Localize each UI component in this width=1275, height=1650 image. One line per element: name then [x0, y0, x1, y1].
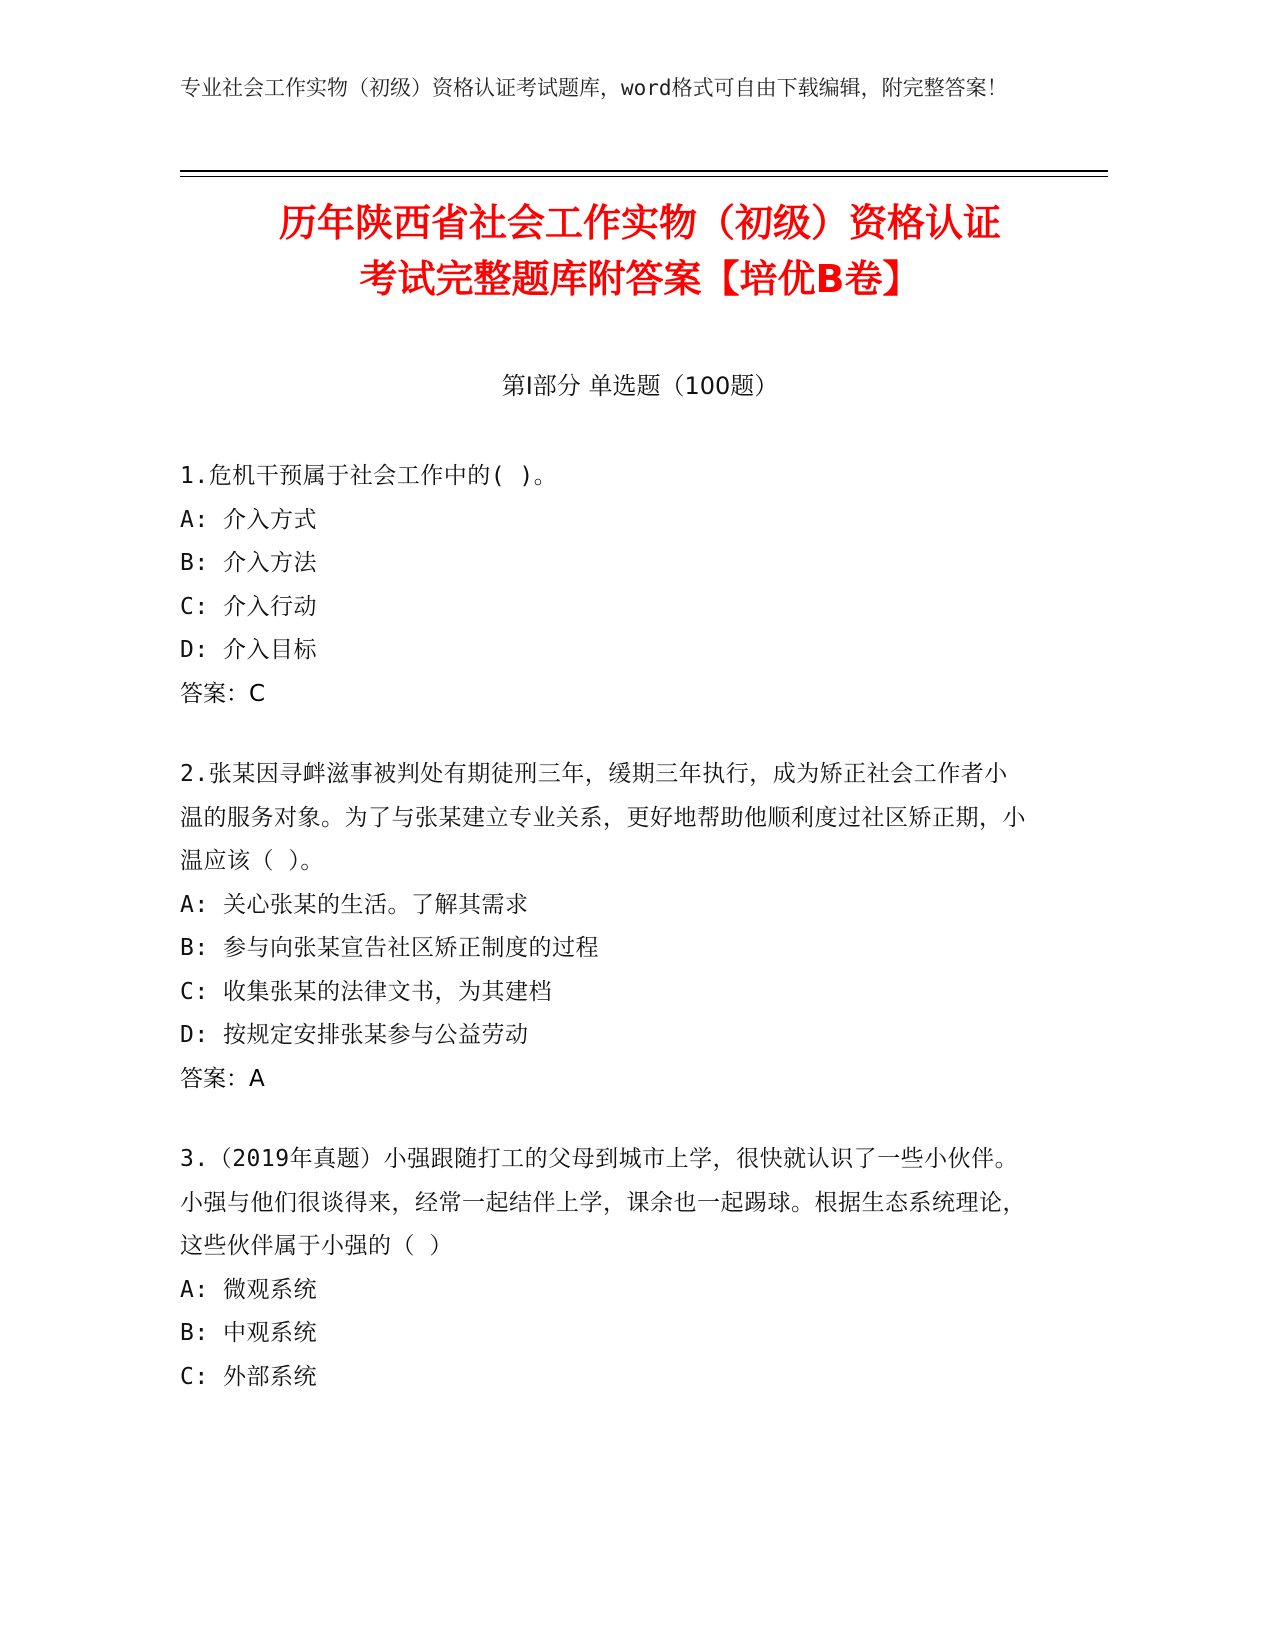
- header-rule-thin: [180, 176, 1108, 177]
- option-d: D: 按规定安排张某参与公益劳动: [180, 1022, 529, 1048]
- document-title-line-2: 考试完整题库附答案【培优B卷】: [359, 257, 921, 301]
- answer: 答案：A: [180, 1065, 265, 1092]
- option-c: C: 介入行动: [180, 593, 318, 620]
- option-b: B: 参与向张某宣告社区矫正制度的过程: [180, 935, 600, 961]
- question-list: [180, 455, 1030, 1436]
- section-title: 第I部分 单选题（100题）: [501, 372, 779, 400]
- question-text: 1.危机干预属于社会工作中的( )。: [180, 463, 558, 489]
- option-a: A: 微观系统: [180, 1276, 318, 1303]
- option-b: B: 介入方法: [180, 550, 318, 576]
- answer: 答案：C: [180, 680, 266, 707]
- document-title: [140, 195, 1140, 307]
- question-3: [180, 1138, 1030, 1399]
- option-c: C: 外部系统: [180, 1363, 318, 1390]
- header-rule-thick: [180, 170, 1108, 172]
- option-c: C: 收集张某的法律文书，为其建档: [180, 978, 553, 1005]
- option-b: B: 中观系统: [180, 1320, 318, 1346]
- option-d: D: 介入目标: [180, 637, 318, 663]
- option-a: A: 介入方式: [180, 506, 318, 533]
- option-a: A: 关心张某的生活。了解其需求: [180, 891, 529, 918]
- document-title-line-1: 历年陕西省社会工作实物（初级）资格认证: [278, 201, 1001, 245]
- question-text: 3.（2019年真题）小强跟随打工的父母到城市上学，很快就认识了一些小伙伴。小强与他们很谈得来，经常一起结伴上学，课余也一起踢球。根据生态系统理论，这些伙伴属于小强的（ ）: [180, 1146, 1026, 1259]
- question-2: [180, 753, 1030, 1101]
- question-1: [180, 455, 1030, 716]
- header-note: 专业社会工作实物（初级）资格认证考试题库，word格式可自由下载编辑，附完整答案！: [180, 76, 1008, 100]
- question-text: 2.张某因寻衅滋事被判处有期徒刑三年，缓期三年执行，成为矫正社会工作者小温的服务对象。为了与张某建立专业关系，更好地帮助他顺利度过社区矫正期，小温应该（ ）。: [180, 761, 1026, 874]
